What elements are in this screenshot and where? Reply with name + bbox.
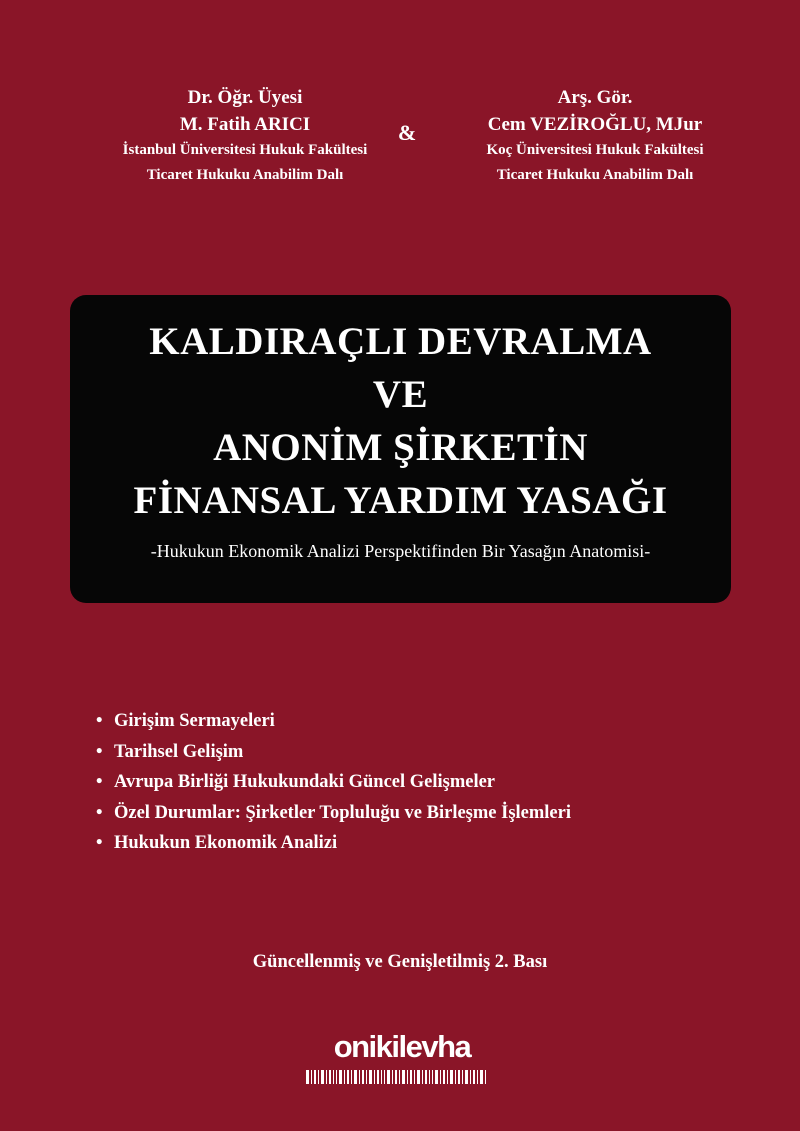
list-item — [96, 706, 571, 737]
topic-text: Avrupa Birliği Hukukundaki Güncel Gelişmeler — [114, 772, 496, 792]
list-item — [96, 737, 571, 768]
author-left-name: M. Fatih ARICI — [179, 114, 311, 135]
book-title-line-1: KALDIRAÇLI DEVRALMA — [149, 320, 652, 363]
bullet-icon: • — [96, 802, 103, 823]
topic-text: Girişim Sermayeleri — [114, 711, 275, 731]
publisher-logo — [306, 1028, 498, 1088]
topic-text: Hukukun Ekonomik Analizi — [114, 833, 338, 853]
edition-note: Güncellenmiş ve Genişletilmiş 2. Bası — [252, 952, 548, 972]
topic-text: Tarihsel Gelişim — [114, 741, 244, 762]
author-left-affiliation: İstanbul Üniversitesi Hukuk Fakültesi — [122, 142, 368, 158]
publisher-logo-text: onikilevha — [333, 1029, 471, 1064]
author-right-name: Cem VEZİROĞLU, MJur — [487, 114, 703, 135]
book-subtitle: -Hukukun Ekonomik Analizi Perspektifinden Bir Yasağın Anatomisi- — [150, 541, 651, 561]
author-separator: & — [397, 120, 417, 145]
bullet-icon: • — [96, 741, 103, 762]
author-right-affiliation: Koç Üniversitesi Hukuk Fakültesi — [486, 142, 704, 158]
author-right-department: Ticaret Hukuku Anabilim Dalı — [496, 167, 694, 183]
title-box — [70, 295, 731, 603]
barcode-icon — [306, 1070, 486, 1084]
book-title-line-2: VE — [372, 373, 429, 416]
author-left-title: Dr. Öğr. Üyesi — [187, 87, 303, 108]
bullet-icon: • — [96, 772, 103, 792]
author-left — [60, 84, 430, 188]
list-item — [96, 828, 571, 859]
topic-list — [96, 706, 571, 859]
list-item — [96, 767, 571, 798]
bullet-icon: • — [96, 711, 103, 731]
bullet-icon: • — [96, 833, 103, 853]
author-left-department: Ticaret Hukuku Anabilim Dalı — [146, 167, 344, 183]
list-item — [96, 798, 571, 829]
author-right — [410, 84, 780, 188]
author-right-title: Arş. Gör. — [557, 87, 633, 108]
topic-text: Özel Durumlar: Şirketler Topluluğu ve Birleşme İşlemleri — [114, 802, 571, 823]
book-title-line-3: ANONİM ŞİRKETİN — [213, 426, 588, 469]
book-title-line-4: FİNANSAL YARDIM YASAĞI — [133, 479, 668, 522]
